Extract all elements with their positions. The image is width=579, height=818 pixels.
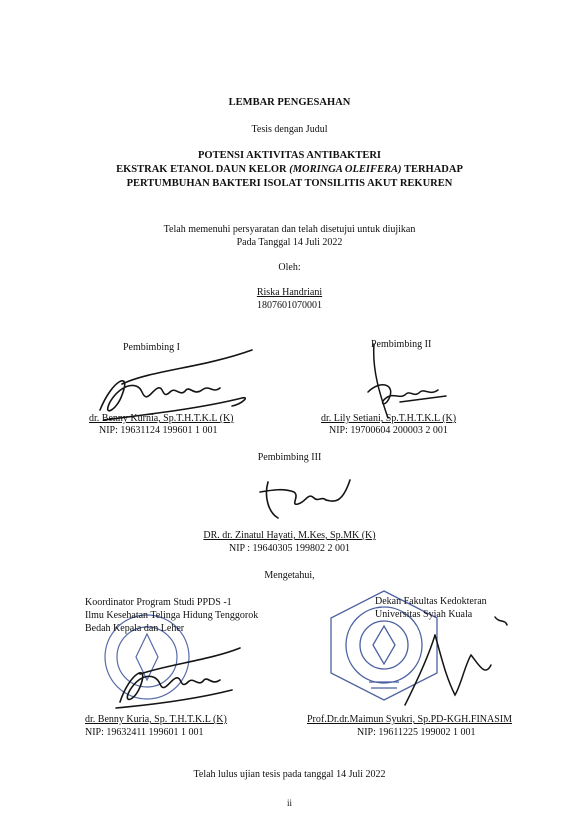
coordinator-signature (100, 632, 250, 712)
supervisor2-nip: NIP: 19700604 200003 2 001 (329, 425, 448, 436)
supervisor2-name: dr. Lily Setiani, Sp.T.H.T.K.L (K) (321, 413, 457, 424)
coordinator-name: dr. Benny Kuria, Sp. T.H.T.K.L (K) (85, 714, 227, 725)
thesis-title-line2: EKSTRAK ETANOL DAUN KELOR (MORINGA OLEIFERA) TERHADAP (116, 164, 463, 175)
page-title: LEMBAR PENGESAHAN (228, 97, 351, 108)
approval-date: Pada Tanggal 14 Juli 2022 (236, 237, 343, 248)
author-name: Riska Handriani (256, 287, 323, 298)
page-subtitle: Tesis dengan Judul (251, 124, 328, 135)
acknowledge-label: Mengetahui, (264, 570, 315, 581)
supervisor1-role: Pembimbing I (123, 342, 180, 353)
supervisor3-signature (250, 462, 370, 532)
supervisor3-name: DR. dr. Zinatul Hayati, M.Kes, Sp.MK (K) (203, 530, 376, 541)
supervisor3-role: Pembimbing III (257, 452, 322, 463)
passed-statement: Telah lulus ujian tesis pada tanggal 14 Juli 2022 (193, 769, 386, 780)
thesis-title-line3: PERTUMBUHAN BAKTERI ISOLAT TONSILITIS AKUT REKUREN (126, 178, 453, 189)
dean-title-line1: Dekan Fakultas Kedokteran (375, 596, 487, 607)
coordinator-title-line1: Koordinator Program Studi PPDS -1 (85, 597, 232, 608)
supervisor3-nip: NIP : 19640305 199802 2 001 (228, 543, 351, 554)
author-by-label: Oleh: (278, 262, 301, 273)
dean-signature (395, 625, 515, 715)
author-id: 1807601070001 (257, 300, 322, 311)
thesis-title-line1: POTENSI AKTIVITAS ANTIBAKTERI (197, 150, 382, 161)
coordinator-title-line2: Ilmu Kesehatan Telinga Hidung Tenggorok (85, 610, 259, 621)
dean-name: Prof.Dr.dr.Maimun Syukri, Sp.PD-KGH.FINASIM (307, 714, 513, 725)
supervisor2-role: Pembimbing II (371, 339, 432, 350)
dean-nip: NIP: 19611225 199002 1 001 (357, 727, 476, 738)
supervisor1-name: dr. Benny Kurnia, Sp.T.H.T.K.L (K) (89, 413, 234, 424)
dean-title-line2: Universitas Syiah Kuala (375, 609, 473, 620)
approval-text: Telah memenuhi persyaratan dan telah disetujui untuk diujikan (163, 224, 416, 235)
page-number: ii (286, 798, 292, 808)
supervisor1-nip: NIP: 19631124 199601 1 001 (99, 425, 218, 436)
coordinator-title-line3: Bedah Kepala dan Leher (85, 623, 185, 634)
coordinator-nip: NIP: 19632411 199601 1 001 (85, 727, 204, 738)
